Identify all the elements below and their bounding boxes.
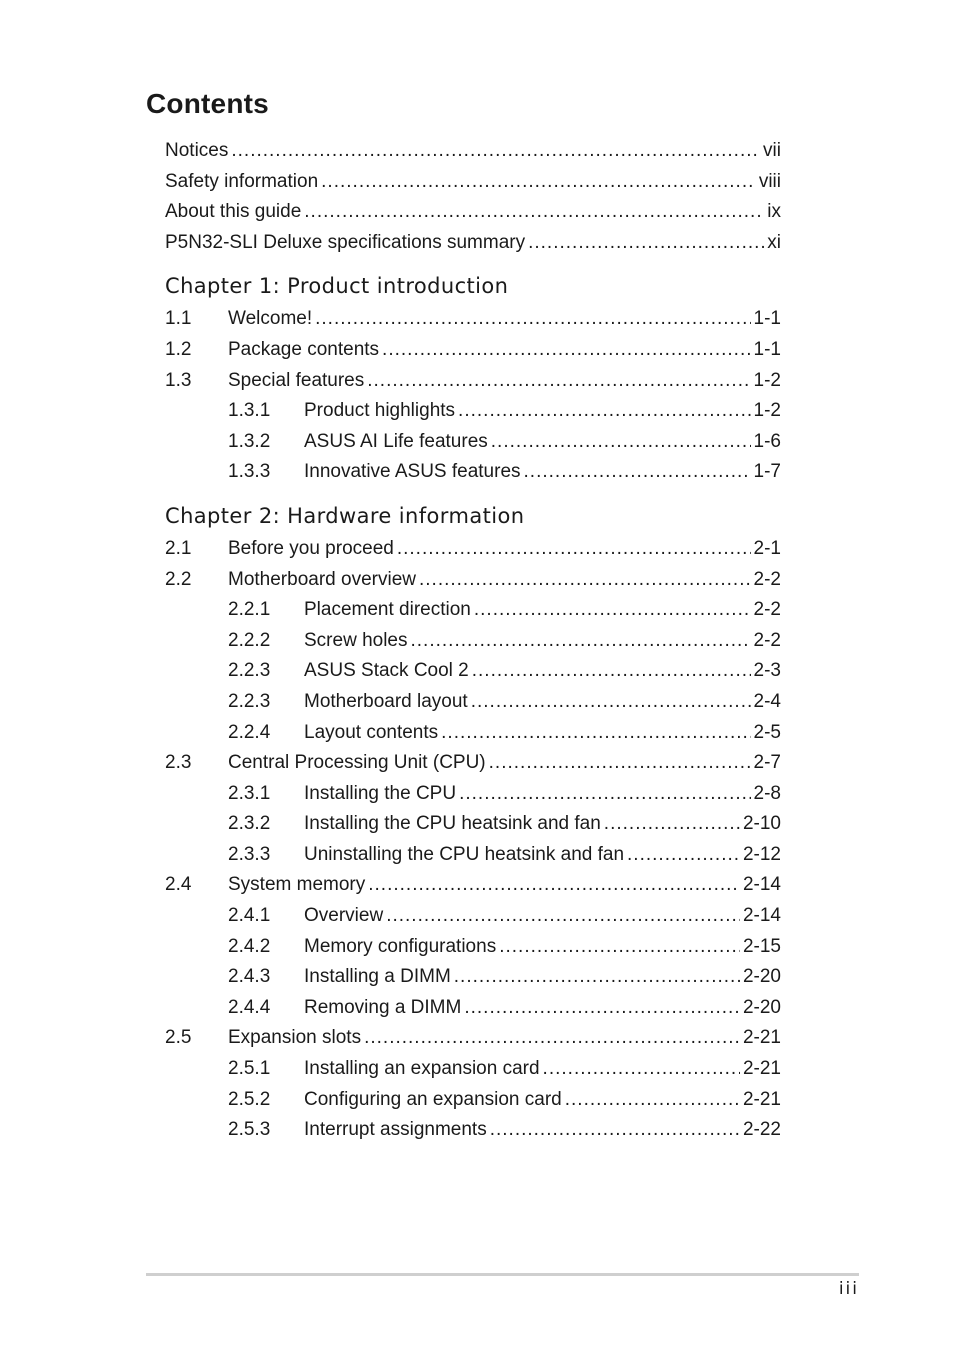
toc-entry-label: Special features bbox=[228, 369, 365, 391]
toc-dot-leader bbox=[367, 366, 750, 397]
toc-dot-leader bbox=[411, 626, 751, 657]
toc-entry-label: Installing a DIMM bbox=[304, 966, 451, 988]
toc-entry[interactable] bbox=[165, 136, 781, 167]
toc-entry-label: Installing the CPU bbox=[304, 782, 457, 804]
toc-entry-label: Safety information bbox=[165, 170, 319, 192]
footer-divider bbox=[146, 1273, 859, 1276]
toc-entry[interactable] bbox=[165, 840, 781, 871]
toc-entry-label: P5N32-SLI Deluxe specifications summary bbox=[165, 231, 526, 253]
toc-entry-page: 2-21 bbox=[742, 1058, 781, 1080]
toc-entry-label: Package contents bbox=[228, 338, 380, 360]
toc-entry-page: viii bbox=[758, 170, 781, 192]
toc-entry-number: 2.2.2 bbox=[228, 629, 271, 651]
toc-entry-number: 1.3.2 bbox=[228, 430, 271, 452]
toc-entry-page: ix bbox=[767, 201, 781, 223]
toc-entry[interactable] bbox=[165, 427, 781, 458]
toc-entry-label: Uninstalling the CPU heatsink and fan bbox=[304, 843, 625, 865]
toc-entry-number: 2.2.3 bbox=[228, 690, 271, 712]
toc-entry-page: 2-1 bbox=[753, 537, 781, 559]
toc-entry-number: 2.4 bbox=[165, 874, 192, 896]
toc-entry-page: 2-21 bbox=[742, 1088, 781, 1110]
chapter-1-entries bbox=[165, 304, 781, 488]
toc-dot-leader bbox=[454, 962, 740, 993]
toc-entry[interactable] bbox=[165, 626, 781, 657]
toc-dot-leader bbox=[464, 993, 740, 1024]
toc-entry-label: Placement direction bbox=[304, 599, 471, 621]
toc-entry-page: 1-2 bbox=[753, 400, 781, 422]
toc-dot-leader bbox=[458, 396, 750, 427]
toc-dot-leader bbox=[382, 335, 750, 366]
toc-entry[interactable] bbox=[165, 396, 781, 427]
toc-entry-number: 2.5 bbox=[165, 1027, 192, 1049]
toc-entry[interactable] bbox=[165, 993, 781, 1024]
toc-entry-page: 1-1 bbox=[753, 338, 781, 360]
toc-entry-number: 2.5.3 bbox=[228, 1119, 271, 1141]
toc-entry[interactable] bbox=[165, 687, 781, 718]
toc-entry-page: vii bbox=[763, 140, 781, 161]
toc-entry[interactable] bbox=[165, 656, 781, 687]
toc-dot-leader bbox=[604, 809, 740, 840]
toc-entry-label: Welcome! bbox=[228, 308, 313, 330]
toc-entry[interactable] bbox=[165, 457, 781, 488]
front-matter-list bbox=[165, 136, 781, 258]
toc-entry-page: 2-7 bbox=[753, 752, 781, 774]
toc-dot-leader bbox=[499, 932, 740, 963]
chapter-2-heading: Chapter 2: Hardware information bbox=[165, 503, 525, 528]
toc-entry[interactable] bbox=[165, 304, 781, 335]
toc-entry-number: 2.2.1 bbox=[228, 599, 271, 621]
toc-dot-leader bbox=[524, 457, 751, 488]
toc-entry-page: 2-22 bbox=[742, 1119, 781, 1141]
toc-dot-leader bbox=[321, 167, 756, 198]
toc-entry-page: 2-15 bbox=[742, 935, 781, 957]
toc-dot-leader bbox=[441, 718, 750, 749]
toc-entry-label: Overview bbox=[304, 905, 384, 927]
toc-entry-number: 2.2.3 bbox=[228, 660, 271, 682]
toc-dot-leader bbox=[471, 687, 751, 718]
toc-entry-page: 1-1 bbox=[753, 308, 781, 330]
toc-entry[interactable] bbox=[165, 228, 781, 259]
toc-dot-leader bbox=[627, 840, 740, 871]
toc-entry-label: Configuring an expansion card bbox=[304, 1088, 562, 1110]
toc-entry-number: 1.3.3 bbox=[228, 461, 271, 483]
toc-entry-number: 2.3 bbox=[165, 752, 192, 774]
toc-entry[interactable] bbox=[165, 197, 781, 228]
toc-entry-label: Screw holes bbox=[304, 629, 408, 651]
toc-entry-number: 2.1 bbox=[165, 537, 192, 559]
toc-entry-page: 2-21 bbox=[742, 1027, 781, 1049]
toc-dot-leader bbox=[543, 1054, 740, 1085]
toc-entry-label: Product highlights bbox=[304, 400, 456, 422]
toc-entry-number: 2.2.4 bbox=[228, 721, 271, 743]
toc-entry-page: 2-14 bbox=[742, 874, 781, 896]
toc-entry-label: Installing an expansion card bbox=[304, 1058, 540, 1080]
toc-entry-label: Removing a DIMM bbox=[304, 996, 462, 1018]
toc-entry-page: 1-7 bbox=[753, 461, 781, 483]
toc-entry[interactable] bbox=[165, 962, 781, 993]
chapter-2-entries bbox=[165, 534, 781, 1146]
toc-entry-page: xi bbox=[767, 231, 781, 253]
toc-entry-page: 2-8 bbox=[753, 782, 781, 804]
toc-dot-leader bbox=[364, 1023, 740, 1054]
toc-dot-leader bbox=[490, 1115, 740, 1146]
toc-entry[interactable] bbox=[165, 1115, 781, 1146]
toc-entry[interactable] bbox=[165, 718, 781, 749]
toc-entry[interactable] bbox=[165, 1054, 781, 1085]
toc-entry-number: 1.3 bbox=[165, 369, 192, 391]
toc-entry[interactable] bbox=[165, 366, 781, 397]
toc-entry-label: ASUS AI Life features bbox=[304, 430, 488, 452]
toc-entry-label: Layout contents bbox=[304, 721, 439, 743]
toc-dot-leader bbox=[528, 228, 764, 259]
page-title: Contents bbox=[146, 88, 269, 119]
toc-entry-page: 2-2 bbox=[753, 599, 781, 621]
chapter-1-heading: Chapter 1: Product introduction bbox=[165, 274, 509, 299]
toc-entry-number: 2.5.2 bbox=[228, 1088, 271, 1110]
toc-entry-label: Memory configurations bbox=[304, 935, 497, 957]
toc-entry-label: Motherboard overview bbox=[228, 568, 416, 590]
toc-entry-page: 2-5 bbox=[753, 721, 781, 743]
toc-entry[interactable] bbox=[165, 1023, 781, 1054]
toc-dot-leader bbox=[397, 534, 751, 565]
table-of-contents bbox=[165, 136, 781, 1146]
toc-entry-number: 2.4.3 bbox=[228, 966, 271, 988]
toc-entry-number: 1.1 bbox=[165, 308, 192, 330]
toc-entry-number: 2.3.2 bbox=[228, 813, 271, 835]
toc-entry-label: Central Processing Unit (CPU) bbox=[228, 752, 486, 774]
toc-entry-page: 2-14 bbox=[742, 905, 781, 927]
toc-entry-label: Expansion slots bbox=[228, 1027, 362, 1049]
toc-entry[interactable] bbox=[165, 167, 781, 198]
toc-dot-leader bbox=[368, 870, 740, 901]
toc-entry-label: About this guide bbox=[165, 201, 302, 223]
toc-entry[interactable] bbox=[165, 748, 781, 779]
toc-entry[interactable] bbox=[165, 932, 781, 963]
toc-entry-number: 1.3.1 bbox=[228, 400, 271, 422]
toc-entry-page: 1-6 bbox=[753, 430, 781, 452]
toc-entry[interactable] bbox=[165, 1085, 781, 1116]
toc-entry-label: System memory bbox=[228, 874, 366, 896]
toc-entry-page: 2-20 bbox=[742, 996, 781, 1018]
toc-entry-page: 2-10 bbox=[742, 813, 781, 835]
toc-entry-page: 2-2 bbox=[753, 629, 781, 651]
toc-entry[interactable] bbox=[165, 901, 781, 932]
toc-dot-leader bbox=[472, 656, 751, 687]
toc-entry-label: Motherboard layout bbox=[304, 690, 468, 712]
toc-entry-number: 2.3.3 bbox=[228, 843, 271, 865]
toc-entry-label: Before you proceed bbox=[228, 537, 394, 559]
toc-entry-number: 2.4.1 bbox=[228, 905, 271, 927]
toc-entry-page: 2-4 bbox=[753, 690, 781, 712]
toc-entry[interactable] bbox=[165, 534, 781, 565]
toc-entry-page: 2-3 bbox=[753, 660, 781, 682]
toc-dot-leader bbox=[489, 748, 751, 779]
footer-page-number: iii bbox=[838, 1279, 859, 1299]
toc-dot-leader bbox=[386, 901, 740, 932]
toc-entry[interactable] bbox=[165, 335, 781, 366]
toc-entry-page: 2-2 bbox=[753, 568, 781, 590]
toc-dot-leader bbox=[491, 427, 751, 458]
toc-entry-number: 2.2 bbox=[165, 568, 192, 590]
toc-entry-page: 1-2 bbox=[753, 369, 781, 391]
toc-entry[interactable] bbox=[165, 779, 781, 810]
toc-dot-leader bbox=[419, 565, 751, 596]
toc-entry[interactable] bbox=[165, 595, 781, 626]
toc-entry-number: 2.3.1 bbox=[228, 782, 271, 804]
toc-dot-leader bbox=[459, 779, 750, 810]
toc-dot-leader bbox=[474, 595, 751, 626]
toc-entry-number: 2.4.4 bbox=[228, 996, 271, 1018]
toc-entry[interactable] bbox=[165, 565, 781, 596]
toc-entry-page: 2-12 bbox=[742, 843, 781, 865]
toc-entry-number: 2.5.1 bbox=[228, 1058, 271, 1080]
toc-entry-label: Notices bbox=[165, 140, 229, 161]
toc-entry-label: Innovative ASUS features bbox=[304, 461, 521, 483]
toc-entry-label: Interrupt assignments bbox=[304, 1119, 487, 1141]
toc-dot-leader bbox=[304, 197, 764, 228]
toc-entry-label: Installing the CPU heatsink and fan bbox=[304, 813, 601, 835]
toc-entry-number: 2.4.2 bbox=[228, 935, 271, 957]
toc-entry[interactable] bbox=[165, 809, 781, 840]
toc-entry-label: ASUS Stack Cool 2 bbox=[304, 660, 469, 682]
toc-entry[interactable] bbox=[165, 870, 781, 901]
toc-dot-leader bbox=[231, 136, 760, 167]
toc-entry-page: 2-20 bbox=[742, 966, 781, 988]
toc-entry-number: 1.2 bbox=[165, 338, 192, 360]
toc-dot-leader bbox=[315, 304, 750, 335]
toc-dot-leader bbox=[565, 1085, 740, 1116]
